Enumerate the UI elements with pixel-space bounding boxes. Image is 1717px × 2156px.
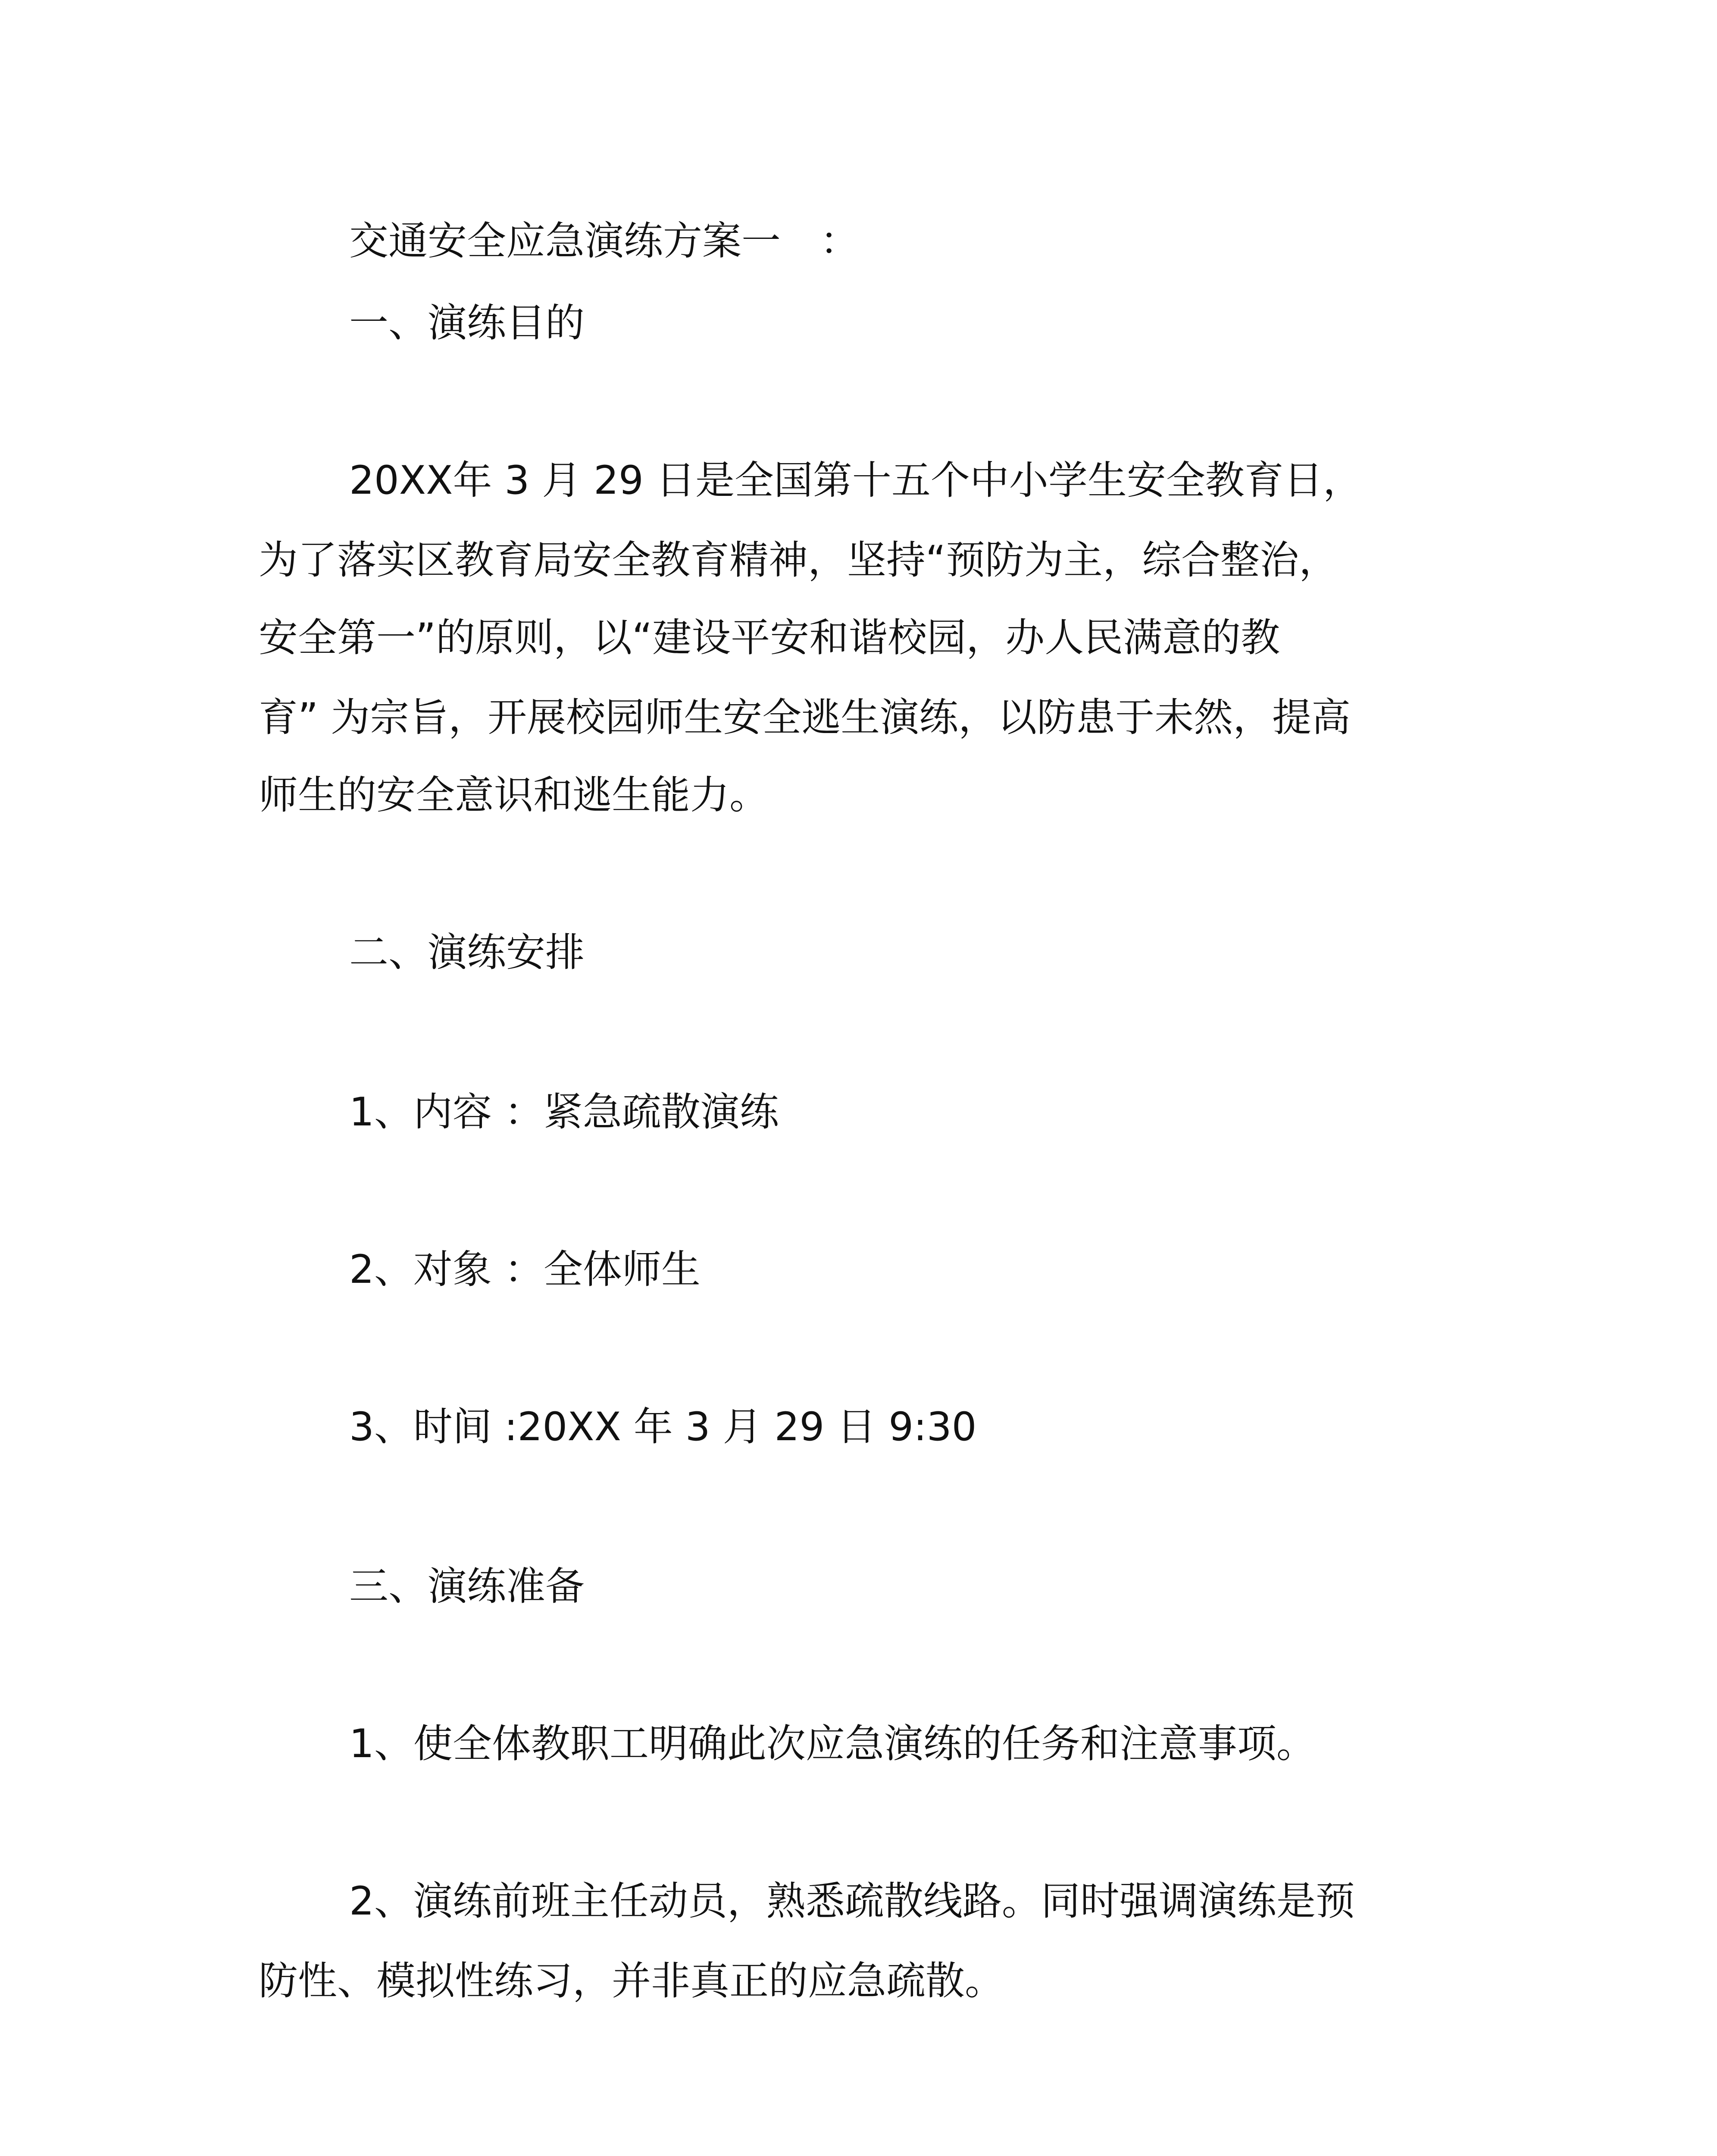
paragraph-line: 育” 为宗旨，开展校园师生安全逃生演练，以防患于未然，提高 — [259, 695, 1351, 740]
preparation-item-1: 1、使全体教职工明确此次应急演练的任务和注意事项。 — [349, 1721, 1316, 1767]
paragraph-line: 安全第一”的原则，以“建设平安和谐校园，办人民满意的教 — [259, 615, 1280, 661]
paragraph-line: 2、演练前班主任动员，熟悉疏散线路。同时强调演练是预 — [349, 1879, 1355, 1924]
section-heading-arrangement: 二、演练安排 — [349, 930, 585, 975]
section-heading-preparation: 三、演练准备 — [349, 1564, 585, 1609]
arrangement-item-content: 1、内容 ：紧急疏散演练 — [349, 1090, 779, 1135]
document-title: 交通安全应急演练方案一 ： — [349, 219, 860, 264]
paragraph-line: 为了落实区教育局安全教育精神，坚持“预防为主，综合整治， — [259, 538, 1339, 583]
section-heading-purpose: 一、演练目的 — [349, 301, 585, 346]
paragraph-line: 20XX年 3 月 29 日是全国第十五个中小学生安全教育日， — [349, 458, 1362, 503]
paragraph-line: 防性、模拟性练习，并非真正的应急疏散。 — [259, 1959, 1004, 2004]
arrangement-item-time: 3、时间 :20XX 年 3 月 29 日 9:30 — [349, 1404, 977, 1450]
arrangement-item-audience: 2、对象 ：全体师生 — [349, 1247, 701, 1292]
paragraph-line: 师生的安全意识和逃生能力。 — [259, 773, 769, 818]
